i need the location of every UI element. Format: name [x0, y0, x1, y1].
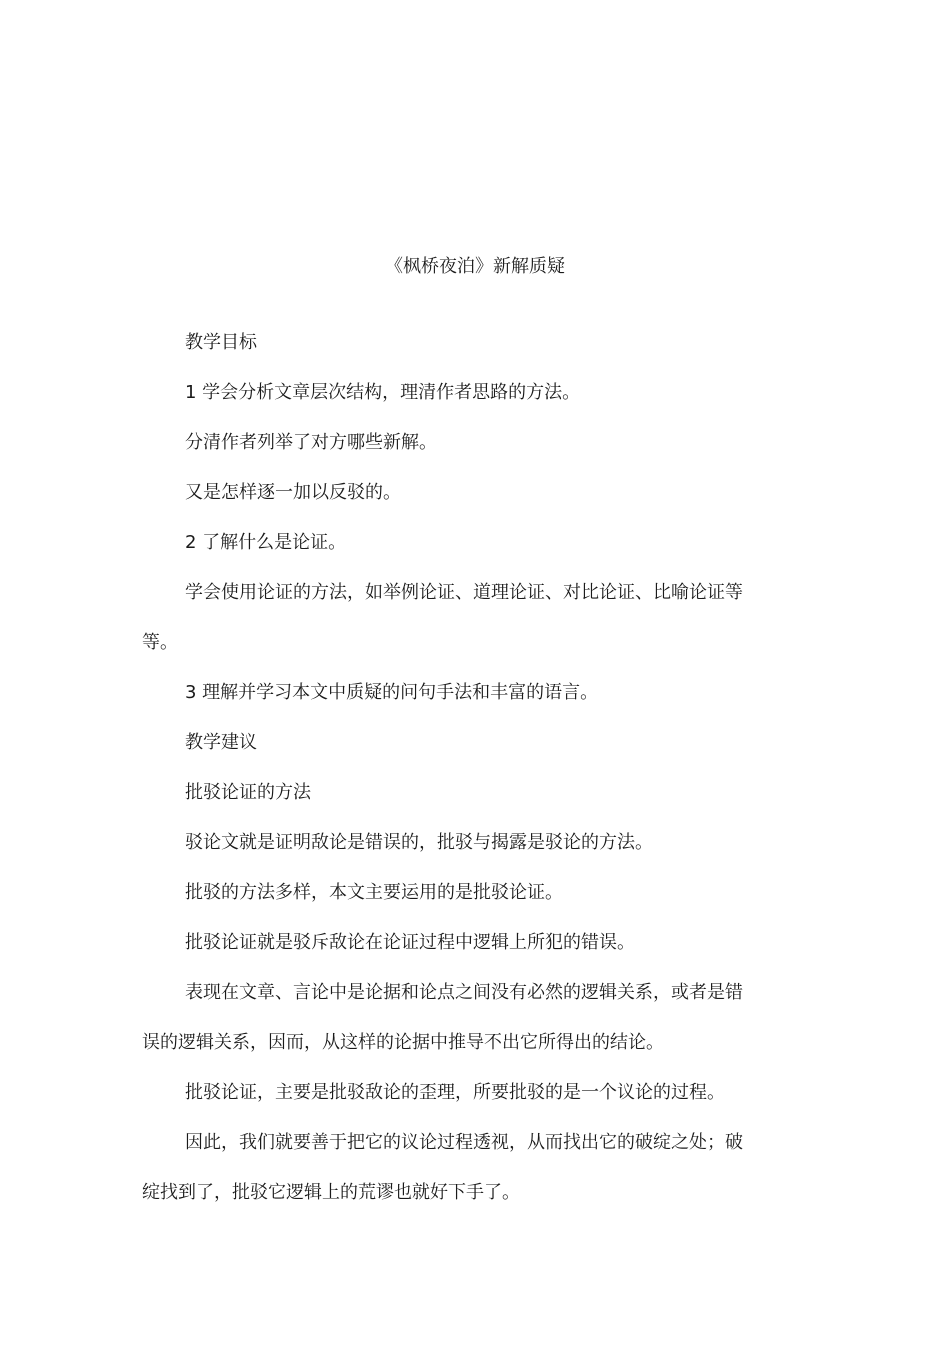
- paragraph: 表现在文章、言论中是论据和论点之间没有必然的逻辑关系，或者是错误的逻辑关系，因而，从这样的论据中推导不出它所得出的结论。: [142, 982, 743, 1053]
- paragraph: 2 了解什么是论证。: [185, 532, 347, 553]
- document-body: [142, 318, 754, 1218]
- paragraph: 3 理解并学习本文中质疑的问句手法和丰富的语言。: [185, 682, 599, 703]
- document-title: 《枫桥夜泊》新解质疑: [385, 256, 565, 277]
- paragraph: 因此，我们就要善于把它的议论过程透视，从而找出它的破绽之处；破绽找到了，批驳它逻辑上的荒谬也就好下手了。: [142, 1132, 743, 1203]
- paragraph: 又是怎样逐一加以反驳的。: [185, 482, 401, 503]
- paragraph: 学会使用论证的方法，如举例论证、道理论证、对比论证、比喻论证等等。: [142, 582, 743, 653]
- paragraph: 分清作者列举了对方哪些新解。: [185, 432, 437, 453]
- paragraph: 批驳论证就是驳斥敌论在论证过程中逻辑上所犯的错误。: [185, 932, 635, 953]
- paragraph: 教学目标: [185, 332, 257, 353]
- paragraph: 1 学会分析文章层次结构，理清作者思路的方法。: [185, 382, 581, 403]
- paragraph: 驳论文就是证明敌论是错误的，批驳与揭露是驳论的方法。: [185, 832, 653, 853]
- paragraph: 批驳论证的方法: [185, 782, 311, 803]
- paragraph: 教学建议: [185, 732, 257, 753]
- paragraph: 批驳的方法多样，本文主要运用的是批驳论证。: [185, 882, 563, 903]
- paragraph: 批驳论证，主要是批驳敌论的歪理，所要批驳的是一个议论的过程。: [185, 1082, 725, 1103]
